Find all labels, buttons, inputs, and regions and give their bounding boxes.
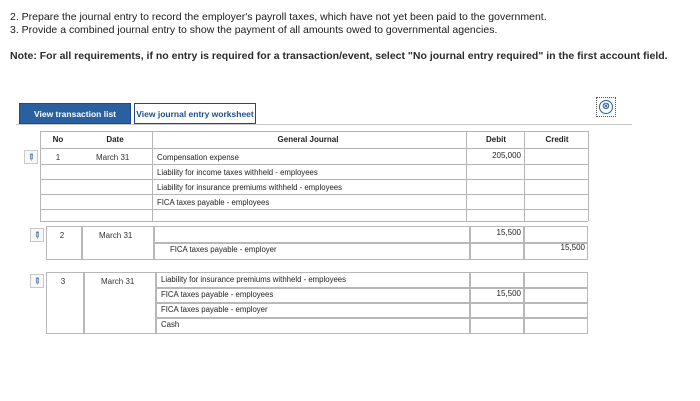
header-debit: Debit [486, 135, 506, 144]
grid-line [152, 131, 153, 221]
entry-3-no: 3 [60, 277, 66, 286]
view-journal-worksheet-button[interactable]: View journal entry worksheet [134, 103, 256, 124]
header-general-journal: General Journal [277, 135, 339, 144]
grid-line [40, 179, 588, 180]
entry-3-debit-2[interactable]: 15,500 [496, 289, 521, 298]
entry-3-account-1[interactable]: Liability for insurance premiums withheld - employees [161, 275, 347, 284]
grid-line [588, 131, 589, 221]
entry-3-debit-1-cell[interactable] [470, 272, 524, 288]
instruction-3: 3. Provide a combined journal entry to show the payment of all amounts owed to governmental agencies. [10, 24, 498, 36]
grid-line [40, 148, 588, 149]
grid-line [40, 131, 588, 132]
entry-3-debit-3-cell[interactable] [470, 303, 524, 318]
grid-line [40, 221, 588, 222]
edit-entry-1-button[interactable] [24, 150, 38, 164]
grid-line [466, 131, 467, 221]
entry-3-credit-4-cell[interactable] [524, 318, 588, 334]
entry-1-account-1[interactable]: Compensation expense [157, 153, 239, 162]
header-no: No [52, 135, 64, 144]
pencil-icon: ✎ [31, 228, 44, 241]
grid-line [40, 209, 588, 210]
entry-2-credit-1-cell[interactable] [524, 226, 588, 243]
entry-3-account-4-cell[interactable] [156, 318, 470, 334]
grid-line [40, 131, 41, 221]
entry-1-date: March 31 [96, 153, 130, 162]
entry-3-account-2[interactable]: FICA taxes payable - employees [161, 290, 274, 299]
entry-2-debit-1[interactable]: 15,500 [496, 228, 521, 237]
entry-2-date[interactable]: March 31 [99, 231, 133, 240]
entry-2-account-1-cell[interactable] [154, 226, 470, 243]
close-button[interactable] [596, 97, 616, 117]
grid-line [40, 194, 588, 195]
entry-3-credit-2-cell[interactable] [524, 288, 588, 303]
entry-3-account-3[interactable]: FICA taxes payable - employer [161, 305, 268, 314]
entry-3-credit-1-cell[interactable] [524, 272, 588, 288]
pencil-icon: ✎ [31, 274, 44, 287]
edit-entry-3-button[interactable] [30, 274, 44, 288]
instruction-2: 2. Prepare the journal entry to record the employer's payroll taxes, which have not yet been paid to the government. [10, 11, 547, 23]
close-icon: ⊗ [599, 100, 613, 114]
entry-1-account-4[interactable]: FICA taxes payable - employees [157, 198, 270, 207]
entry-3-debit-4-cell[interactable] [470, 318, 524, 334]
grid-line [40, 164, 588, 165]
entry-2-credit-2[interactable]: 15,500 [560, 243, 585, 252]
entry-1-account-3[interactable]: Liability for insurance premiums withheld - employees [157, 183, 343, 192]
requirements-note: Note: For all requirements, if no entry is required for a transaction/event, select "No journal entry required" in the first account field. [10, 50, 668, 62]
entry-2-account-2[interactable]: FICA taxes payable - employer [170, 245, 277, 254]
view-transaction-list-button[interactable]: View transaction list [19, 103, 131, 124]
grid-line [524, 131, 525, 221]
entry-1-no: 1 [55, 153, 61, 162]
entry-1-account-2[interactable]: Liability for income taxes withheld - employees [157, 168, 318, 177]
entry-2-no: 2 [59, 231, 65, 240]
entry-2-debit-2-cell[interactable] [470, 243, 524, 260]
entry-3-date[interactable]: March 31 [101, 277, 135, 286]
entry-3-credit-3-cell[interactable] [524, 303, 588, 318]
header-date: Date [106, 135, 124, 144]
header-credit: Credit [545, 135, 569, 144]
edit-entry-2-button[interactable] [30, 228, 44, 242]
entry-3-account-4[interactable]: Cash [161, 320, 180, 329]
pencil-icon: ✎ [25, 150, 38, 163]
entry-1-debit-1[interactable]: 205,000 [492, 151, 521, 160]
